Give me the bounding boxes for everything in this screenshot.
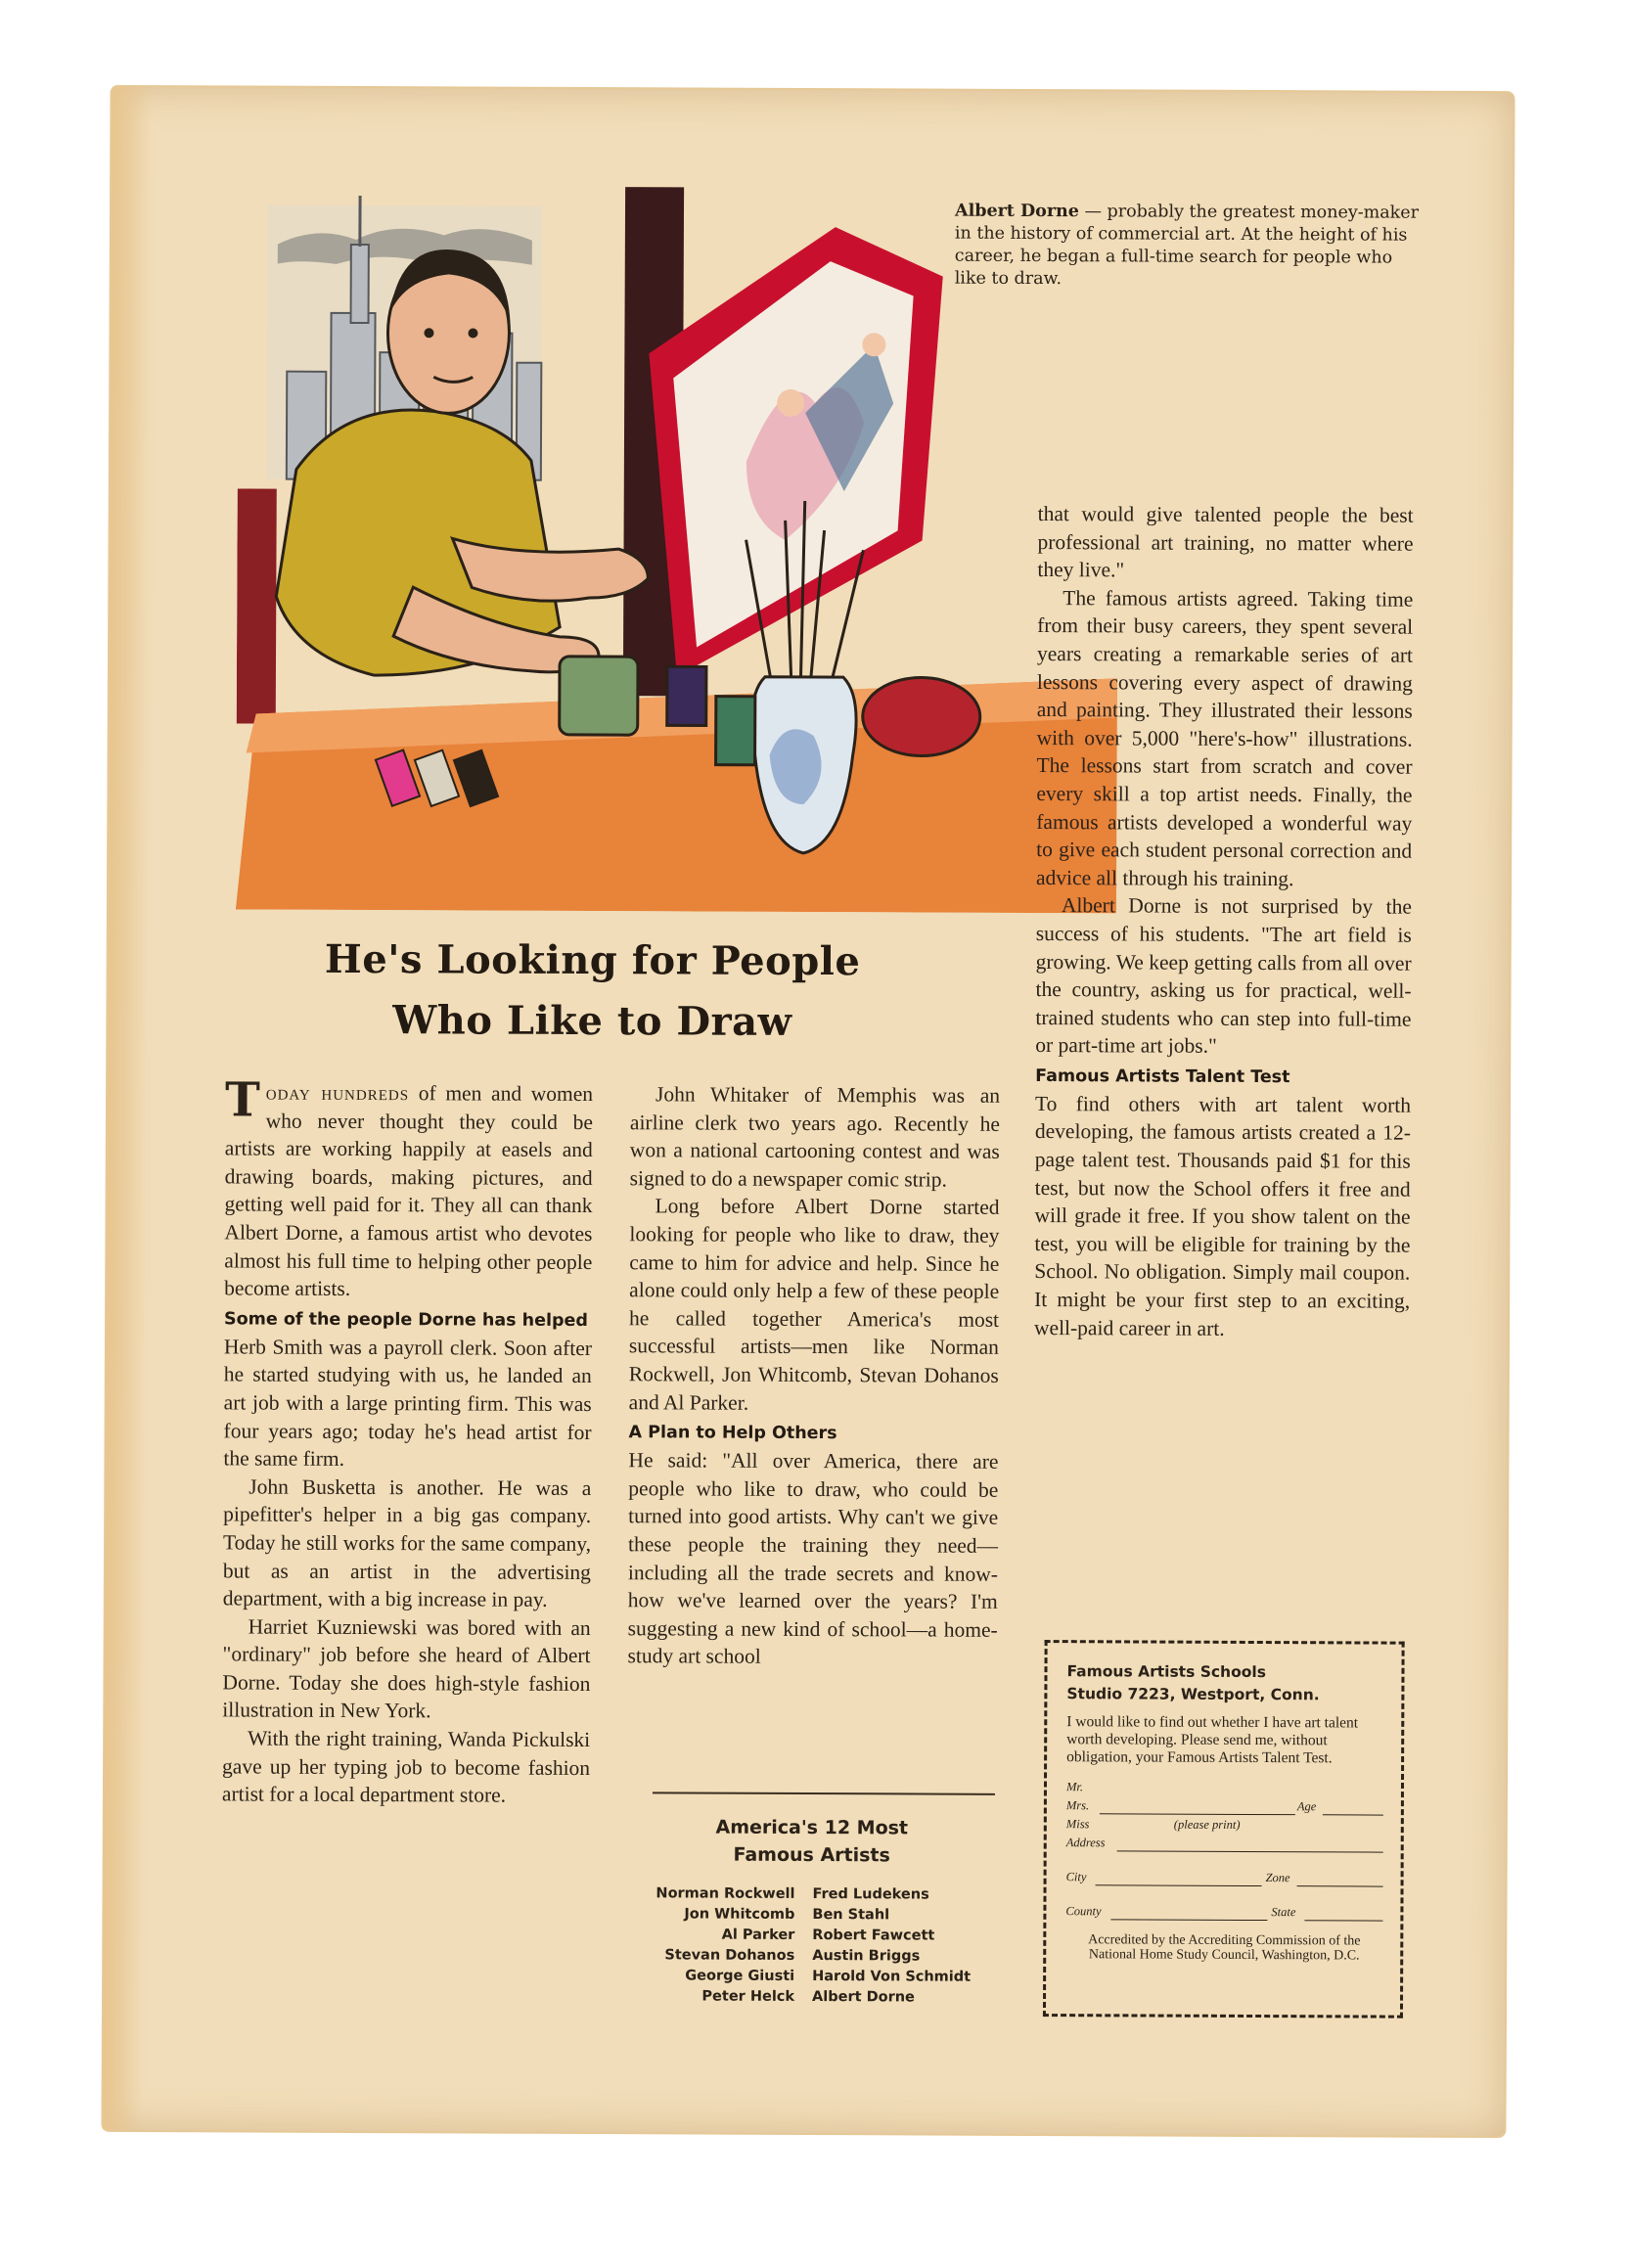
paragraph-john-busketta: John Busketta is another. He was a pipefitter's helper in a big gas company. Today he still works for the same company, but as an artist in the advertising department, with a big increase in pay.	[222, 1474, 592, 1611]
mail-coupon[interactable]	[1043, 1640, 1405, 2019]
coupon-title-line-2: Studio 7223, Westport, Conn.	[1066, 1685, 1320, 1704]
coupon-title	[1066, 1660, 1383, 1706]
article-column-3	[1034, 500, 1414, 1343]
caption-name: Albert Dorne	[954, 201, 1079, 222]
headline	[254, 930, 930, 1054]
label-city: City	[1065, 1870, 1087, 1884]
coupon-request-text: I would like to find out whether I have art talent worth developing. Please send me, without obligation, your Famous Artists Talent Test.	[1066, 1713, 1359, 1767]
intro-text: of men and women who never thought they could be artists are working happily at easels and drawing boards, making pictures, and getting well paid for it. They all can thank Albert Dorne, a famous artist who devotes almost his full time to helping other people become artists.	[224, 1081, 594, 1301]
illustration-caption	[955, 201, 1424, 293]
artist-name: Albert Dorne	[812, 1989, 915, 2006]
field-address[interactable]	[1066, 1836, 1383, 1855]
accreditation-note: Accredited by the Accrediting Commission of the National Home Study Council, Washington, D.C.	[1088, 1932, 1361, 1964]
drop-cap: T	[224, 1072, 260, 1128]
artist-name: Robert Fawcett	[812, 1928, 935, 1944]
field-city-zone[interactable]	[1066, 1870, 1383, 1889]
label-mrs: Mrs.	[1065, 1798, 1090, 1813]
paragraph-he-said: He said: "All over America, there are people who like to draw, who could be turned into good artists. Why can't we give these people the training they need—including all the trade secrets and know-how we've learned over the years? I'm suggesting a new kind of school—a home-study art school	[627, 1448, 999, 1669]
page-edge-shading	[103, 87, 151, 2130]
label-miss: Miss	[1065, 1817, 1090, 1832]
field-mr	[1066, 1780, 1383, 1799]
artist-name: Ben Stahl	[812, 1907, 890, 1924]
artist-name: Al Parker	[721, 1927, 795, 1943]
label-state: State	[1271, 1905, 1296, 1920]
subhead-plan: A Plan to Help Others	[628, 1423, 837, 1444]
subhead-talent-test: Famous Artists Talent Test	[1035, 1066, 1290, 1088]
paragraph-artists-agreed: The famous artists agreed. Taking time from their busy careers, they spent several years creating a remarkable series of art lessons covering every aspect of drawing and painting. They illustrated their lessons with over 5,000 "here's-how" illustrations. The lessons start from scratch and cover every skill a top artist needs. Finally, the famous artists developed a wonderful way to give each student personal correction and advice all through his training.	[1035, 585, 1414, 890]
artist-name: Norman Rockwell	[656, 1885, 795, 1902]
label-please-print: (please print)	[1173, 1817, 1241, 1832]
artist-name: Peter Helck	[701, 1988, 795, 2005]
article-column-2	[628, 1080, 1001, 1672]
label-mr: Mr.	[1065, 1780, 1084, 1794]
artist-name: Jon Whitcomb	[684, 1906, 795, 1923]
field-name-age[interactable]	[1066, 1798, 1383, 1818]
divider-rule	[653, 1792, 995, 1795]
caption-text: — probably the greatest money-maker in the history of commercial art. At the height of his career, he began a full-time search for people who like to draw.	[954, 202, 1420, 290]
paragraph-continuation: that would give talented people the best professional art training, no matter where they live."	[1037, 502, 1414, 582]
label-county: County	[1065, 1904, 1102, 1919]
label-age: Age	[1296, 1799, 1317, 1814]
artist-name: Fred Ludekens	[812, 1886, 929, 1903]
paragraph-long-before: Long before Albert Dorne started looking for people who like to draw, they came to him for advice and help. Since he alone could only help a few of these people he called together America's most successful artists—men like Norman Rockwell, Jon Whitcomb, Stevan Dohanos and Al Parker.	[628, 1194, 1000, 1415]
artist-name: Stevan Dohanos	[664, 1947, 795, 1964]
paragraph-john-whitaker: John Whitaker of Memphis was an airline clerk two years ago. Recently he won a national cartooning contest and was signed to do a newspaper comic strip.	[629, 1082, 1001, 1192]
intro-paragraph	[224, 1072, 594, 1303]
artist-name: George Giusti	[685, 1968, 795, 1984]
headline-line-1: He's Looking for People	[324, 935, 861, 985]
lead-in-caps: oday hundreds	[265, 1080, 410, 1106]
article-column-1	[221, 1072, 594, 1809]
subhead-people-helped: Some of the people Dorne has helped	[224, 1309, 588, 1331]
famous-artists-list	[626, 1883, 1009, 2009]
label-address: Address	[1065, 1836, 1106, 1850]
paragraph-wanda-pickulski: With the right training, Wanda Pickulski gave up her typing job to become fashion artist for a local department store.	[221, 1726, 591, 1807]
famous-title-line-1: America's 12 Most	[715, 1816, 909, 1839]
paragraph-talent-test: To find others with art talent worth developing, the famous artists created a 12-page talent test. Thousands paid $1 for this test, but now the School offers it free and will grade it free. If you show talent on the test, you will be eligible for training by the School. No obligation. Simply mail coupon. It might be your first step to an exciting, well-paid career in art.	[1033, 1091, 1412, 1340]
famous-artists-title	[627, 1813, 997, 1870]
artist-name: Harold Von Schmidt	[812, 1969, 972, 1985]
paragraph-not-surprised: Albert Dorne is not surprised by the success of his students. "The art field is growing. We keep getting calls from all over the country, asking us for practical, well-trained students who can step into full-time or part-time art jobs."	[1035, 893, 1412, 1059]
magazine-page	[103, 87, 1513, 2136]
field-miss	[1066, 1817, 1383, 1837]
label-zone: Zone	[1265, 1871, 1290, 1885]
paragraph-harriet-kuzniewski: Harriet Kuzniewski was bored with an "ordinary" job before she heard of Albert Dorne. Today she does high-style fashion illustration in New York.	[222, 1614, 591, 1723]
artist-name: Austin Briggs	[812, 1948, 921, 1965]
headline-line-2: Who Like to Draw	[392, 997, 792, 1045]
famous-title-line-2: Famous Artists	[733, 1843, 890, 1867]
field-county-state[interactable]	[1065, 1904, 1382, 1924]
coupon-title-line-1: Famous Artists Schools	[1066, 1662, 1266, 1682]
paragraph-herb-smith: Herb Smith was a payroll clerk. Soon after he started studying with us, he landed an art job with a large printing firm. This was four years ago; today he's head artist for the same firm.	[223, 1335, 592, 1472]
